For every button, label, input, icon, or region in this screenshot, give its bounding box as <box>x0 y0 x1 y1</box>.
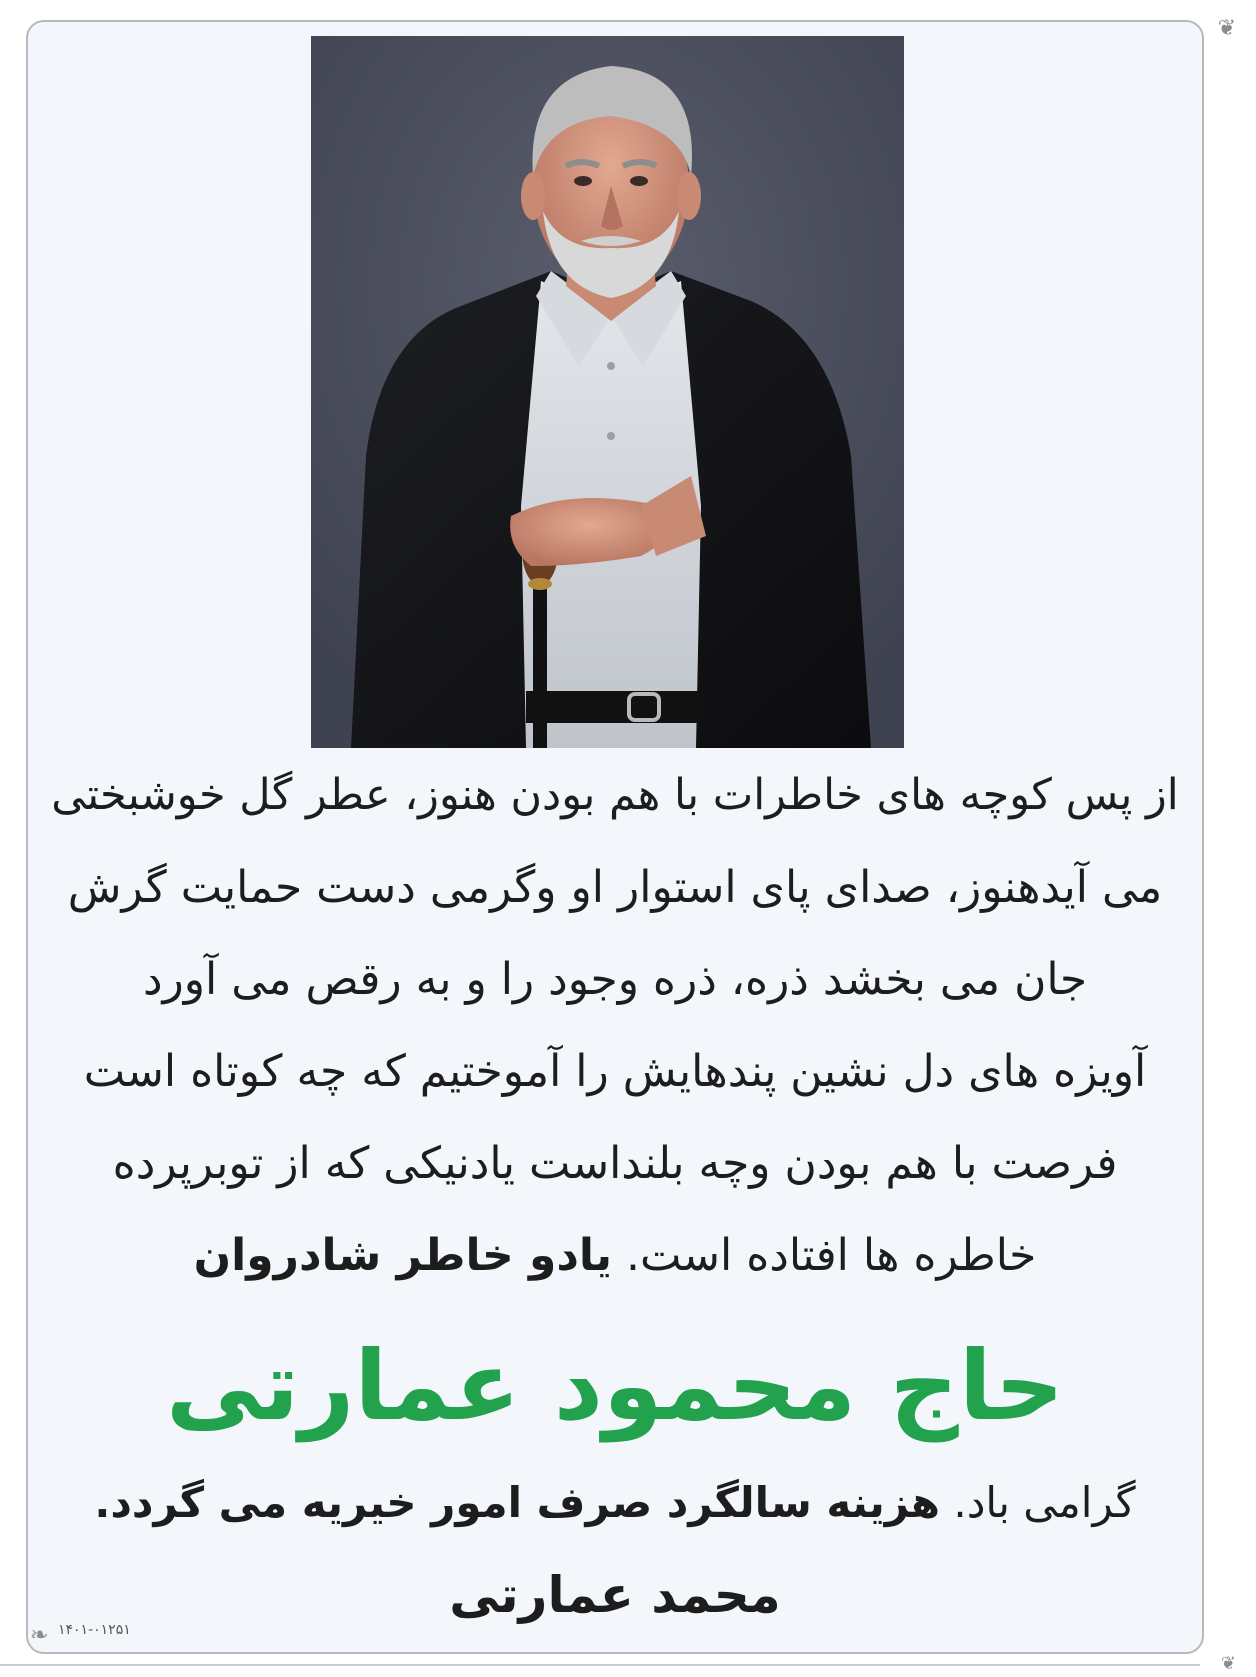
corner-ornament-icon: ❦ <box>1217 16 1236 41</box>
portrait-photo <box>311 36 904 748</box>
poem-line-6 <box>40 1230 1190 1281</box>
memorial-note-bold: هزینه سالگرد صرف امور خیریه می گردد. <box>94 1478 941 1527</box>
poem-line-6-bold: یادو خاطر شادروان <box>193 1230 612 1281</box>
poem-line-1: از پس کوچه های خاطرات با هم بودن هنوز، عطر گل خوشبختی <box>51 770 1179 820</box>
portrait-illustration <box>311 36 904 748</box>
poem-line-5: فرصت با هم بودن وچه بلنداست یادنیکی که از توبرپرده <box>112 1138 1118 1189</box>
corner-ornament-icon: ❦ <box>1220 1653 1236 1674</box>
poem-line-2: می آیدهنوز، صدای پای استوار او وگرمی دست حمایت گرش <box>67 862 1163 913</box>
divider <box>0 1664 1200 1666</box>
ad-code: ۱۴۰۱-۰۱۲۵۱ <box>58 1622 131 1638</box>
poem-line-3: جان می بخشد ذره، ذره وجود را و به رقص می آورد <box>142 954 1088 1005</box>
corner-ornament-icon: ❧ <box>30 1623 49 1648</box>
signer-name: محمد عمارتی <box>449 1566 781 1624</box>
poem-line-4: آویزه های دل نشین پندهایش را آموختیم که چه کوتاه است <box>83 1046 1147 1097</box>
deceased-name: حاج محمود عمارتی <box>165 1330 1065 1442</box>
memorial-note-regular: گرامی باد. <box>953 1478 1136 1527</box>
poem-line-6-regular: خاطره ها افتاده است. <box>625 1230 1037 1281</box>
memorial-note <box>40 1478 1190 1527</box>
